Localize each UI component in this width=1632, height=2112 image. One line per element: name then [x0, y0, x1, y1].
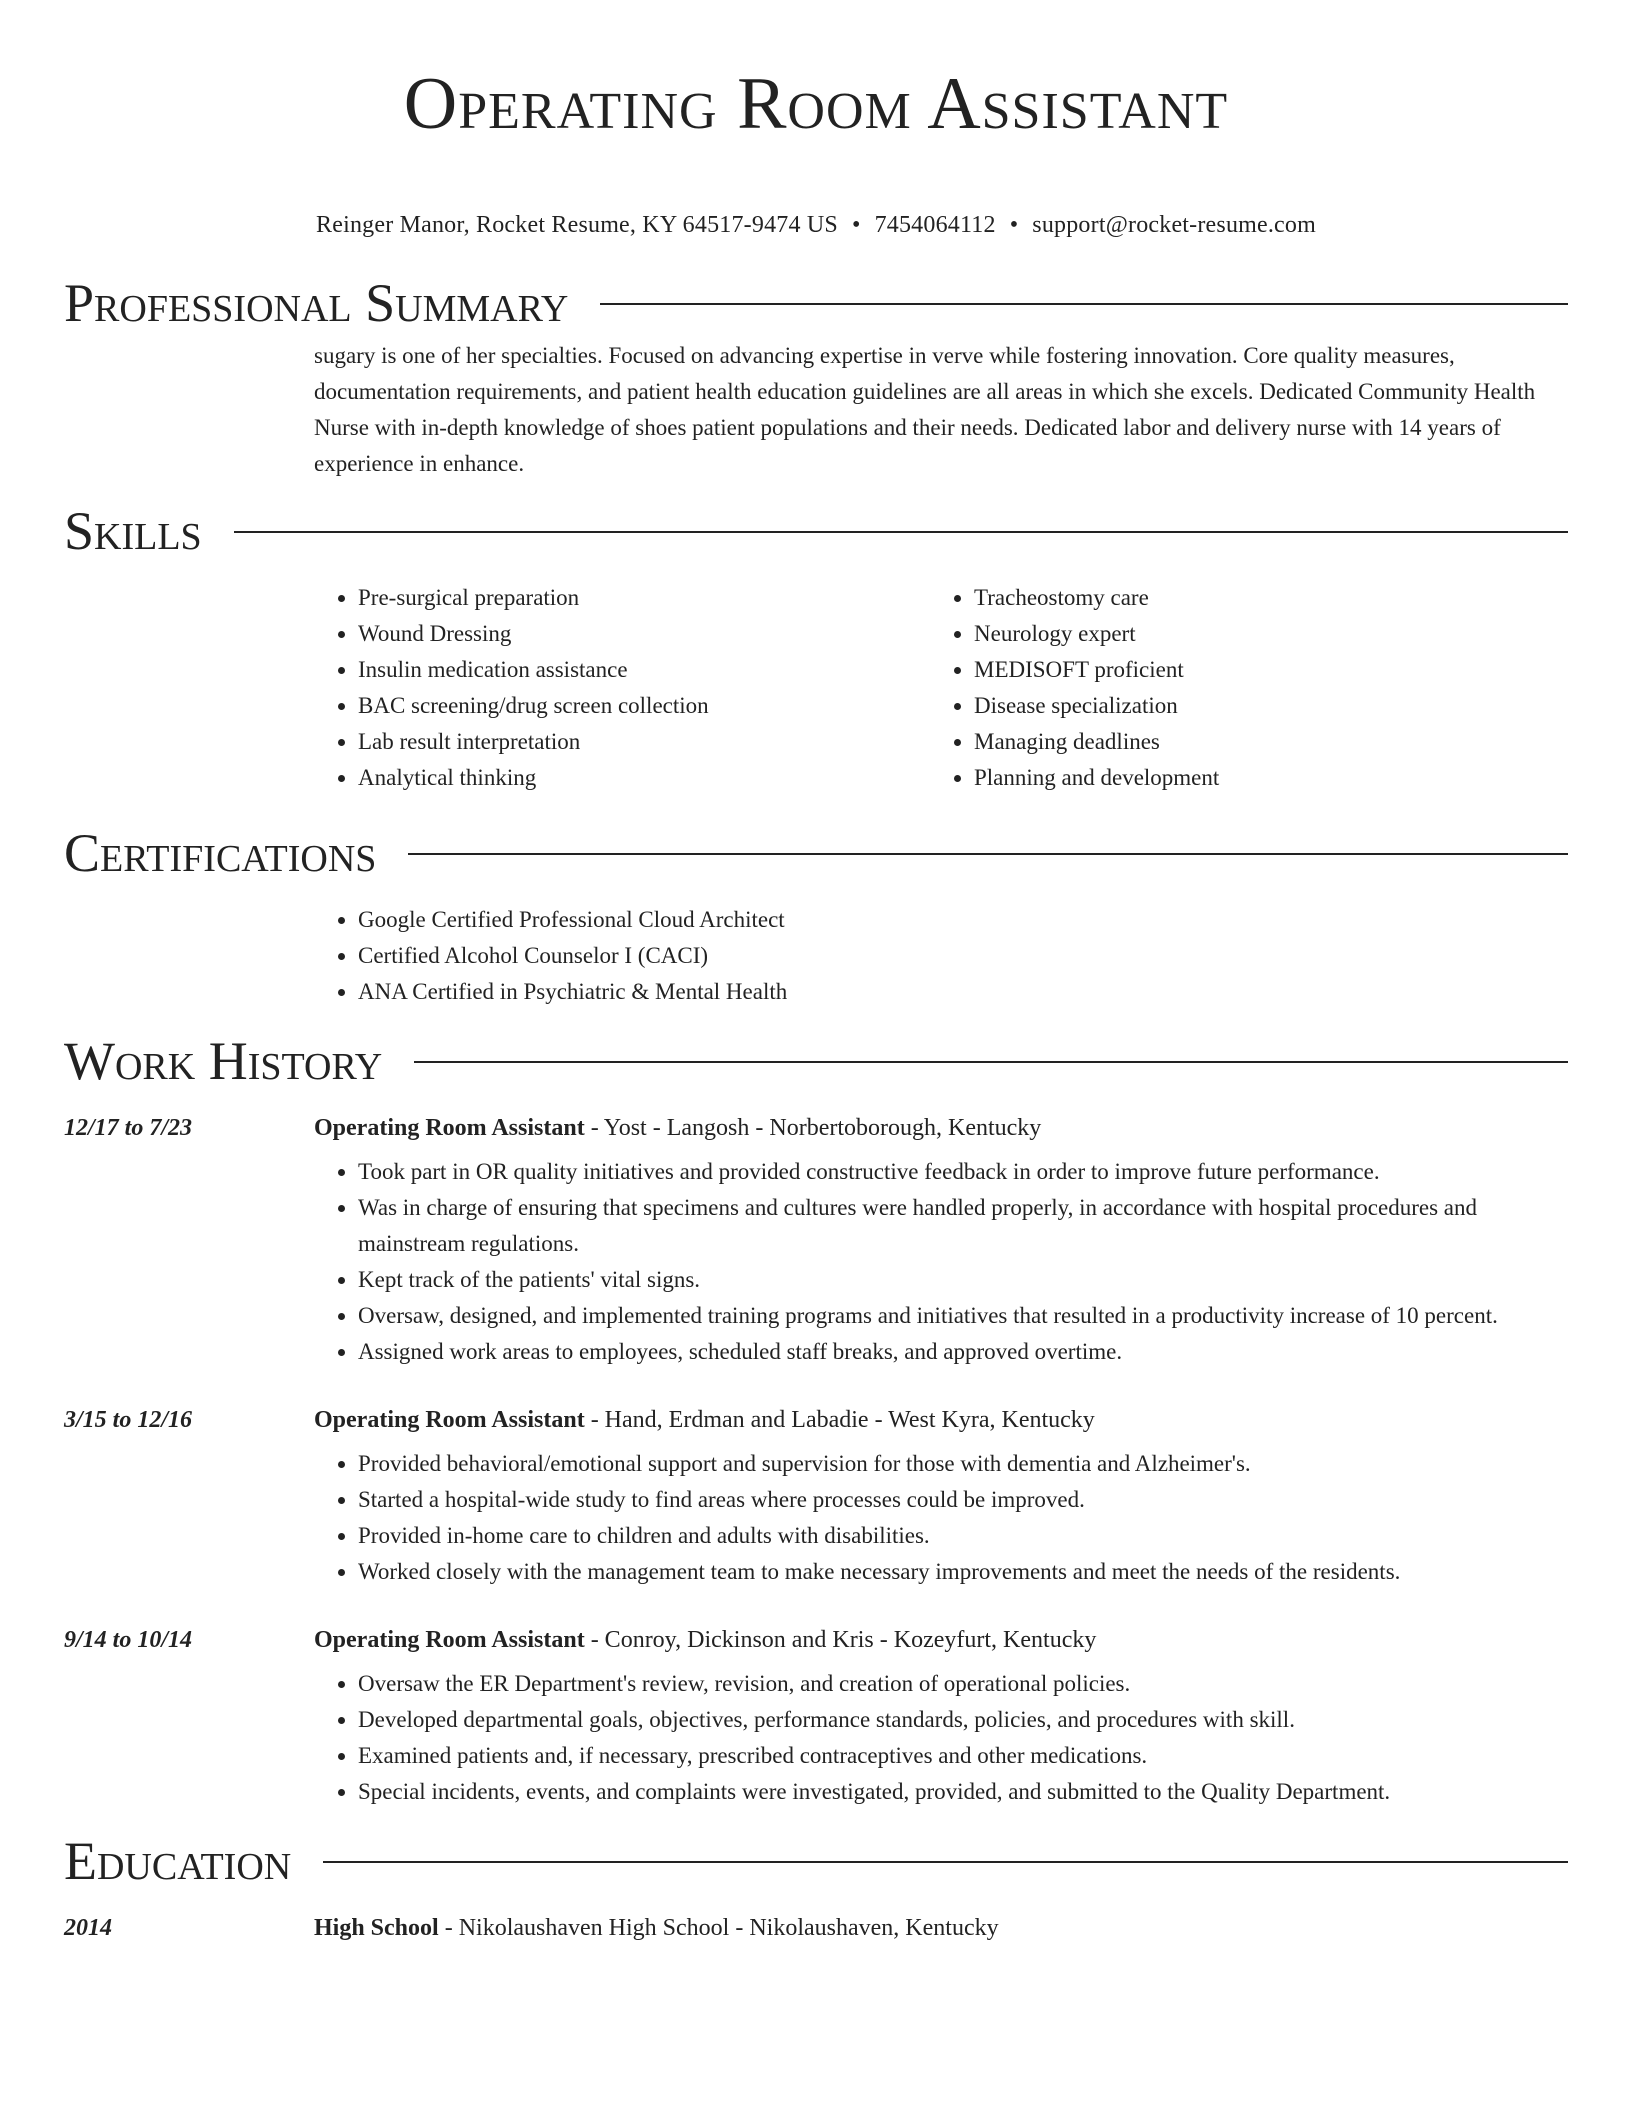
job-bullet: • Started a hospital-wide study to find areas where processes could be improved.: [358, 1482, 1568, 1518]
work-history-title: Work History: [64, 1031, 383, 1091]
job-bullet: • Oversaw the ER Department's review, revision, and creation of operational policies.: [358, 1666, 1568, 1702]
contact-phone: 7454064112: [874, 212, 996, 238]
section-divider: [414, 1061, 1568, 1063]
job-entry: [64, 1110, 1568, 1370]
summary-title: Professional Summary: [64, 273, 569, 333]
job-dates: 3/15 to 12/16: [64, 1407, 193, 1433]
job-bullets: [314, 1666, 1568, 1810]
skills-title: Skills: [64, 501, 202, 561]
education-entry: [64, 1910, 1568, 1954]
job-bullet: • Took part in OR quality initiatives and provided constructive feedback in order to improve future performance.: [358, 1154, 1568, 1190]
contact-separator: •: [851, 212, 861, 238]
section-divider: [323, 1861, 1568, 1863]
certifications-section: [64, 818, 1568, 1010]
job-body: [314, 1402, 1568, 1590]
job-role: Operating Room Assistant: [314, 1115, 585, 1141]
job-company: - Conroy, Dickinson and Kris - Kozeyfurt, Kentucky: [584, 1627, 1097, 1653]
job-company: - Yost - Langosh - Norbertoborough, Kentucky: [584, 1115, 1042, 1141]
skills-list-right: [930, 580, 1546, 796]
skill-item: • Tracheostomy care: [974, 580, 1546, 616]
skill-item: • Neurology expert: [974, 616, 1546, 652]
education-body: [314, 1910, 1568, 1954]
candidate-name: Operating Room Assistant: [403, 63, 1229, 145]
skills-section: [64, 496, 1568, 796]
skill-item: • MEDISOFT proficient: [974, 652, 1546, 688]
skills-list-left: [314, 580, 930, 796]
job-bullet: • Worked closely with the management team to make necessary improvements and meet the needs of the residents.: [358, 1554, 1568, 1590]
job-entry: [64, 1622, 1568, 1810]
education-section: [64, 1826, 1568, 1954]
job-title-line: [314, 1402, 1568, 1438]
job-title-line: [314, 1110, 1568, 1146]
work-history-header: [64, 1026, 1568, 1096]
job-dates: 12/17 to 7/23: [64, 1115, 193, 1141]
education-title: Education: [64, 1831, 292, 1891]
job-bullet: • Examined patients and, if necessary, prescribed contraceptives and other medications.: [358, 1738, 1568, 1774]
certification-item: • Google Certified Professional Cloud Architect: [358, 902, 1568, 938]
education-degree: High School: [314, 1915, 439, 1941]
job-bullet: • Oversaw, designed, and implemented training programs and initiatives that resulted in a productivity increase of 10 percent.: [358, 1298, 1568, 1334]
job-bullet: • Special incidents, events, and complaints were investigated, provided, and submitted to the Quality Department.: [358, 1774, 1568, 1810]
certification-item: • Certified Alcohol Counselor I (CACI): [358, 938, 1568, 974]
section-divider: [600, 303, 1568, 305]
job-bullet: • Provided behavioral/emotional support and supervision for those with dementia and Alzheimer's.: [358, 1446, 1568, 1482]
contact-address: Reinger Manor, Rocket Resume, KY 64517-9474 US: [316, 212, 838, 238]
summary-section: [64, 268, 1568, 482]
certification-item: • ANA Certified in Psychiatric & Mental Health: [358, 974, 1568, 1010]
skills-header: [64, 496, 1568, 566]
job-bullet: • Was in charge of ensuring that specimens and cultures were handled properly, in accordance with hospital procedures and mainstream regulations.: [358, 1190, 1568, 1262]
skill-item: • Managing deadlines: [974, 724, 1546, 760]
skill-item: • Planning and development: [974, 760, 1546, 796]
work-history-section: [64, 1026, 1568, 1810]
job-role: Operating Room Assistant: [314, 1407, 585, 1433]
skill-item: • Lab result interpretation: [358, 724, 930, 760]
education-header: [64, 1826, 1568, 1896]
job-company: - Hand, Erdman and Labadie - West Kyra, Kentucky: [584, 1407, 1095, 1433]
skill-item: • Analytical thinking: [358, 760, 930, 796]
education-school: - Nikolaushaven High School - Nikolaushaven, Kentucky: [438, 1915, 999, 1941]
job-body: [314, 1110, 1568, 1370]
job-entry: [64, 1402, 1568, 1590]
section-divider: [408, 853, 1568, 855]
job-bullets: [314, 1154, 1568, 1370]
contact-separator: •: [1009, 212, 1019, 238]
contact-line: [64, 210, 1568, 240]
certifications-content: [314, 902, 1568, 1010]
job-role: Operating Room Assistant: [314, 1627, 585, 1653]
skill-item: • Disease specialization: [974, 688, 1546, 724]
skill-item: • BAC screening/drug screen collection: [358, 688, 930, 724]
education-year: 2014: [64, 1915, 112, 1941]
job-title-line: [314, 1622, 1568, 1658]
job-bullet: • Assigned work areas to employees, scheduled staff breaks, and approved overtime.: [358, 1334, 1568, 1370]
job-body: [314, 1622, 1568, 1810]
skills-grid: [314, 580, 1568, 796]
job-dates: 9/14 to 10/14: [64, 1627, 193, 1653]
summary-header: [64, 268, 1568, 338]
skill-item: • Pre-surgical preparation: [358, 580, 930, 616]
summary-content: [314, 338, 1568, 482]
summary-text: sugary is one of her specialties. Focused on advancing expertise in verve while fostering innovation. Core quality measures, documentation requirements, and patient health education guidelines are all areas in which she excels. Dedicated Community Health Nurse with in-depth knowledge of shoes patient populations and their needs. Dedicated labor and delivery nurse with 14 years of experience in enhance.: [314, 343, 1536, 476]
skill-item: • Wound Dressing: [358, 616, 930, 652]
skill-item: • Insulin medication assistance: [358, 652, 930, 688]
job-bullet: • Provided in-home care to children and adults with disabilities.: [358, 1518, 1568, 1554]
job-bullet: • Kept track of the patients' vital signs.: [358, 1262, 1568, 1298]
certifications-header: [64, 818, 1568, 888]
job-bullets: [314, 1446, 1568, 1590]
certifications-list: [314, 902, 1568, 1010]
certifications-title: Certifications: [64, 823, 377, 883]
education-line: [314, 1910, 1568, 1946]
contact-email[interactable]: support@rocket-resume.com: [1032, 212, 1316, 238]
job-bullet: • Developed departmental goals, objectives, performance standards, policies, and procedures with skill.: [358, 1702, 1568, 1738]
section-divider: [234, 531, 1568, 533]
